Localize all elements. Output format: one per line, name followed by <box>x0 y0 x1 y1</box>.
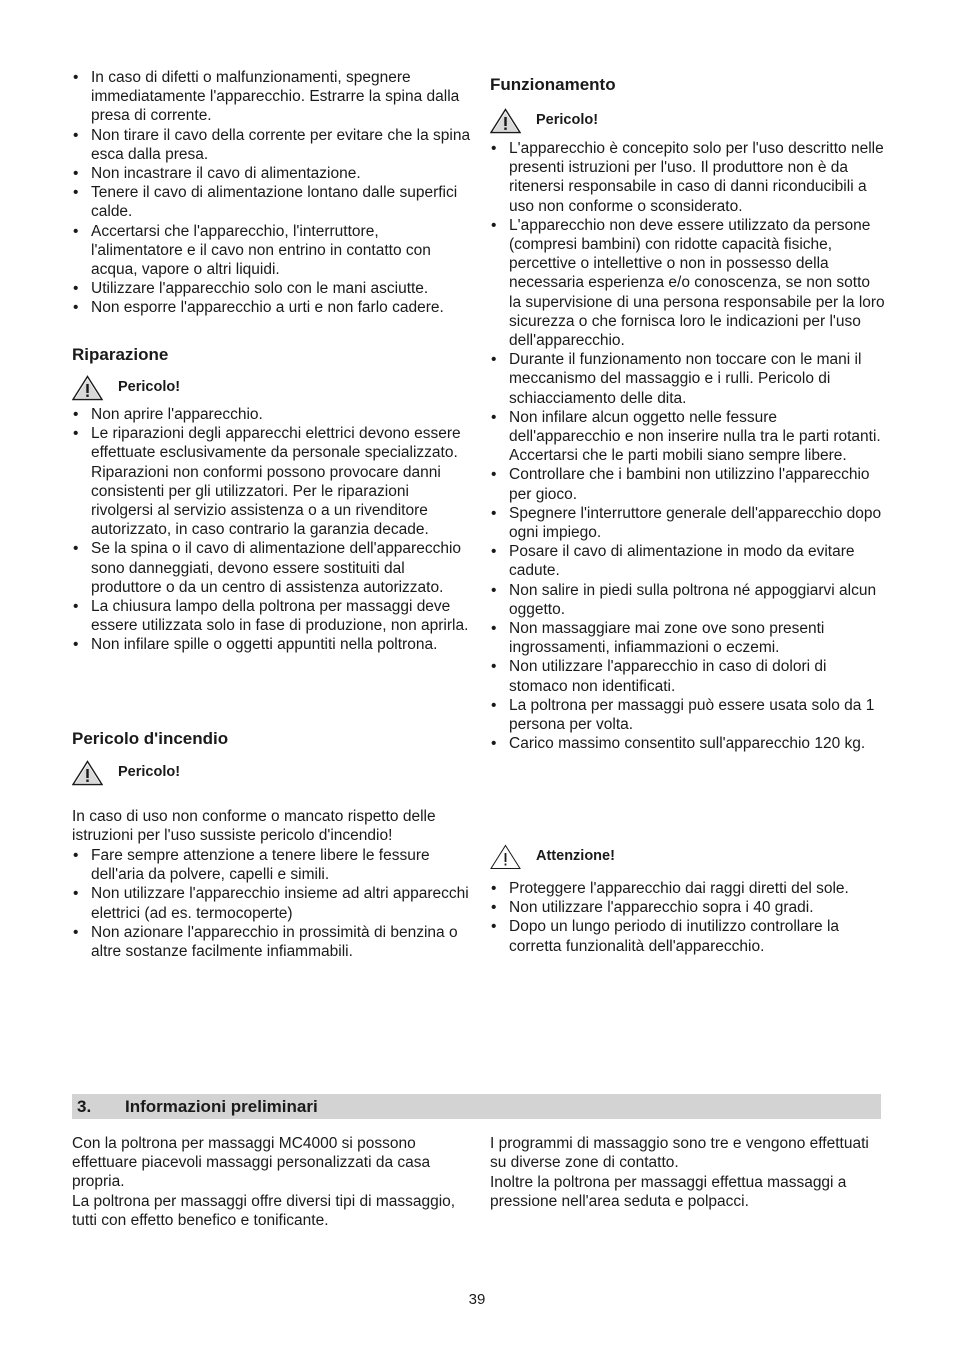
list-item: • Non infilare spille o oggetti appuntiti nella poltrona. <box>72 635 472 654</box>
riparazione-list <box>72 405 472 655</box>
warning-incendio <box>72 759 180 787</box>
section-number: 3. <box>77 1096 92 1116</box>
warning-triangle-icon <box>72 760 103 786</box>
list-item: • La chiusura lampo della poltrona per massaggi deve essere utilizzata solo in fase di produzione, non aprirla. <box>72 597 472 635</box>
intro-left-p2: La poltrona per massaggi offre diversi tipi di massaggio, tutti con effetto benefico e tonificante. <box>72 1193 456 1230</box>
warning-triangle-icon <box>72 375 103 401</box>
list-item: • Non massaggiare mai zone ove sono presenti ingrossamenti, infiammazioni o eczemi. <box>490 619 885 657</box>
warning-label: Pericolo! <box>118 379 181 396</box>
section-3-heading <box>72 1094 881 1119</box>
warning-label: Pericolo! <box>536 112 599 129</box>
caution-label: Attenzione! <box>536 848 615 865</box>
list-item: • Spegnere l'interruttore generale dell'apparecchio dopo ogni impiego. <box>490 504 885 542</box>
list-item: • Non utilizzare l'apparecchio in caso di dolori di stomaco non identificati. <box>490 657 885 695</box>
list-item: • L'apparecchio è concepito solo per l'uso descritto nelle presenti istruzioni per l'uso. Il produttore non è da ritenersi responsabile in caso di danni riconducibili a uso non conforme o sconsiderato. <box>490 139 885 216</box>
intro-left-p1: Con la poltrona per massaggi MC4000 si possono effettuare piacevoli massaggi personalizzati da casa propria. <box>72 1135 431 1191</box>
caution-attenzione <box>490 843 615 871</box>
section-title: Informazioni preliminari <box>125 1096 318 1116</box>
list-item: • Accertarsi che l'apparecchio, l'interruttore, l'alimentatore e il cavo non entrino in contatto con acqua, vapore o altri liquidi. <box>72 222 472 280</box>
list-item: • Non azionare l'apparecchio in prossimità di benzina o altre sostanze facilmente infiammabili. <box>72 923 472 961</box>
section-title-riparazione: Riparazione <box>72 345 169 364</box>
warning-triangle-icon <box>490 108 521 134</box>
list-item: • Non utilizzare l'apparecchio sopra i 40 gradi. <box>490 898 885 917</box>
section-title-incendio: Pericolo d'incendio <box>72 729 229 748</box>
list-item: • Utilizzare l'apparecchio solo con le mani asciutte. <box>72 279 472 298</box>
list-item: • Non infilare alcun oggetto nelle fessure dell'apparecchio e non inserire nulla tra le parti rotanti. Accertarsi che le parti mobili siano sempre libere. <box>490 408 885 466</box>
list-item: • Non tirare il cavo della corrente per evitare che la spina esca dalla presa. <box>72 126 472 164</box>
list-item: • Posare il cavo di alimentazione in modo da evitare cadute. <box>490 542 885 580</box>
warning-funzionamento <box>490 107 598 135</box>
list-item: • Non esporre l'apparecchio a urti e non farlo cadere. <box>72 298 472 317</box>
section-title-funzionamento: Funzionamento <box>490 75 616 94</box>
list-item: • L'apparecchio non deve essere utilizzato da persone (compresi bambini) con ridotte capacità fisiche, percettive o intellettive o non in possesso della necessaria esperienza e/o conoscenza, se non sotto la supervisione di una persona responsabile per la loro sicurezza o che fornisca loro le indicazioni per l'uso dell'apparecchio. <box>490 216 885 350</box>
list-item: • Controllare che i bambini non utilizzino l'apparecchio per gioco. <box>490 465 885 503</box>
warning-label: Pericolo! <box>118 764 181 781</box>
incendio-list <box>72 846 472 961</box>
list-item: • Le riparazioni degli apparecchi elettrici devono essere effettuate esclusivamente da personale specializzato. Riparazioni non conformi possono provocare danni consistenti per gli utilizzatori. Per le riparazioni rivolgersi al servizio assistenza o a un rivenditore autorizzato, in caso contrario la garanzia decade. <box>72 424 472 539</box>
list-item: • La poltrona per massaggi può essere usata solo da 1 persona per volta. <box>490 696 885 734</box>
caution-triangle-icon <box>490 844 521 870</box>
intro-right-p1: I programmi di massaggio sono tre e vengono effettuati su diverse zone di contatto. <box>490 1135 869 1172</box>
funzionamento-list <box>490 139 885 754</box>
incendio-intro: In caso di uso non conforme o mancato rispetto delle istruzioni per l'uso sussiste pericolo d'incendio! <box>72 808 436 845</box>
intro-right-p2: Inoltre la poltrona per massaggi effettua massaggi a pressione nell'area seduta e polpacci. <box>490 1174 847 1211</box>
list-item: • Non salire in piedi sulla poltrona né appoggiarvi alcun oggetto. <box>490 581 885 619</box>
list-item: • Non aprire l'apparecchio. <box>72 405 472 424</box>
list-item: • Fare sempre attenzione a tenere libere le fessure dell'aria da polvere, capelli e simili. <box>72 846 472 884</box>
list-item: • Dopo un lungo periodo di inutilizzo controllare la corretta funzionalità dell'apparecchio. <box>490 917 885 955</box>
safety-list <box>72 68 472 318</box>
attenzione-list <box>490 879 885 956</box>
list-item: • Non incastrare il cavo di alimentazione. <box>72 164 472 183</box>
list-item: • Proteggere l'apparecchio dai raggi diretti del sole. <box>490 879 885 898</box>
list-item: • Non utilizzare l'apparecchio insieme ad altri apparecchi elettrici (ad es. termocoperte) <box>72 884 472 922</box>
list-item: • Durante il funzionamento non toccare con le mani il meccanismo del massaggio e i rulli. Pericolo di schiacciamento delle dita. <box>490 350 885 408</box>
list-item: • In caso di difetti o malfunzionamenti, spegnere immediatamente l'apparecchio. Estrarre la spina dalla presa di corrente. <box>72 68 472 126</box>
warning-riparazione <box>72 374 180 402</box>
page-number: 39 <box>468 1291 486 1308</box>
list-item: • Tenere il cavo di alimentazione lontano dalle superfici calde. <box>72 183 472 221</box>
list-item: • Carico massimo consentito sull'apparecchio 120 kg. <box>490 734 885 753</box>
list-item: • Se la spina o il cavo di alimentazione dell'apparecchio sono danneggiati, devono essere sostituiti dal produttore o da un centro di assistenza autorizzato. <box>72 539 472 597</box>
